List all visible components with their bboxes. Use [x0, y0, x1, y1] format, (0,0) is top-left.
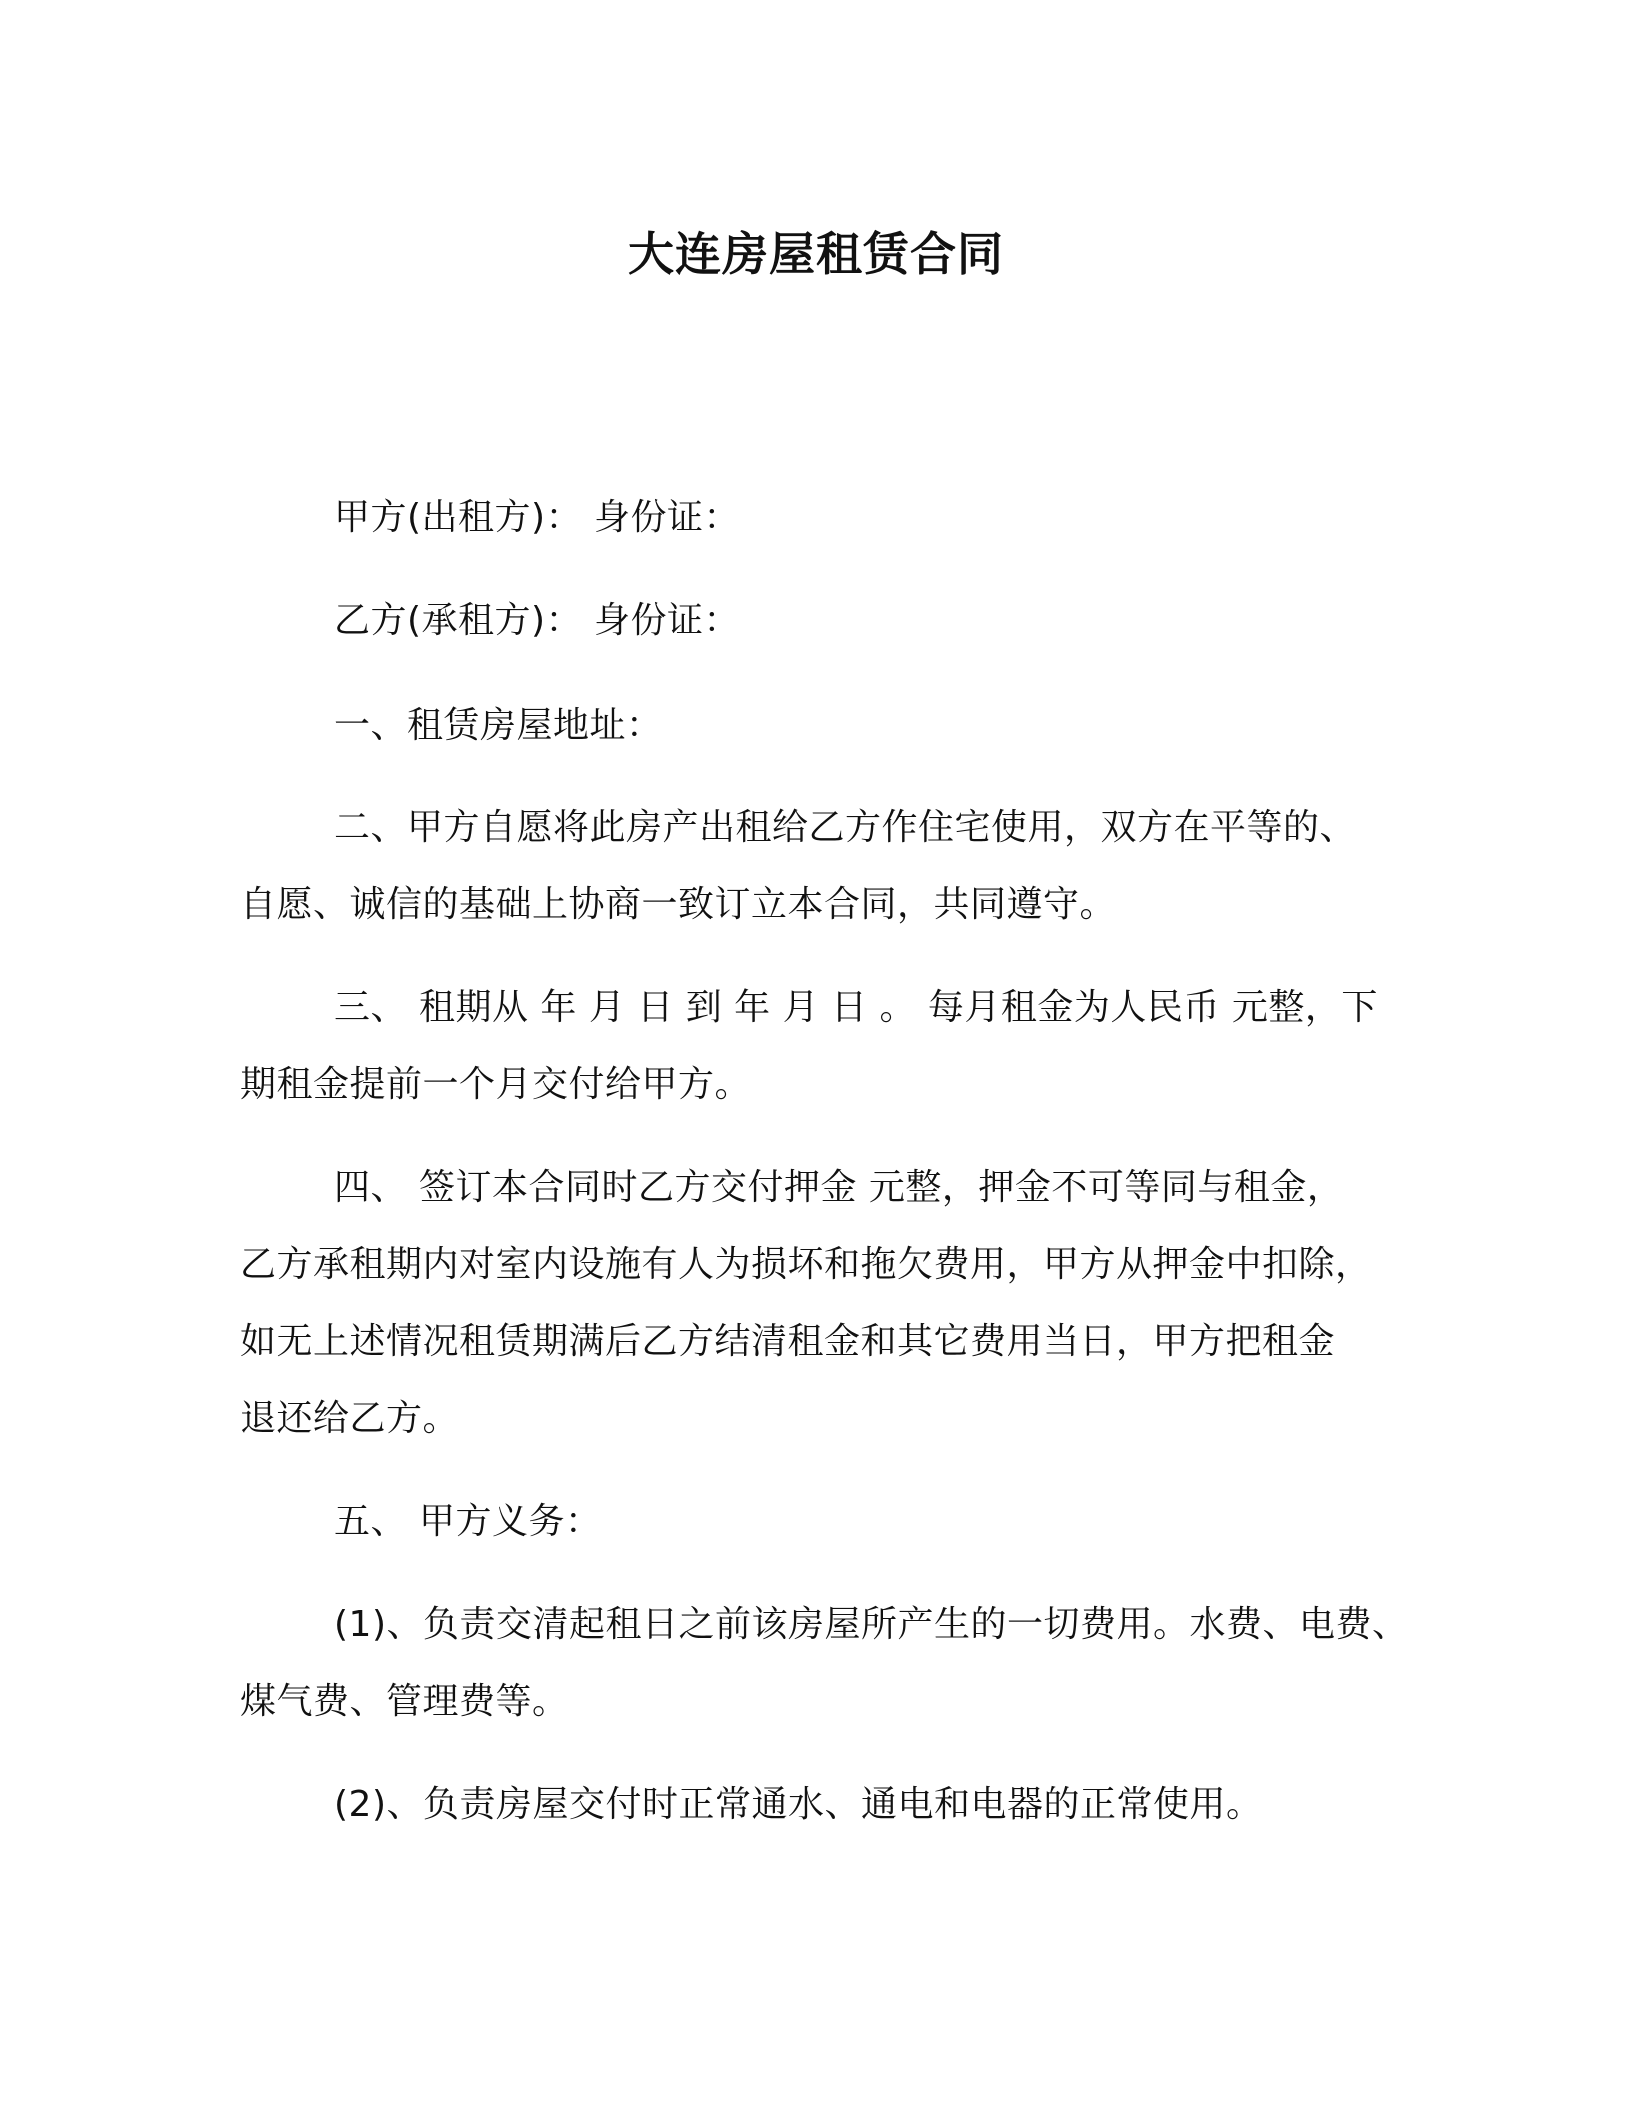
obligation-2-line-1: (2)、负责房屋交付时正常通水、通电和电器的正常使用。 — [334, 1784, 1263, 1825]
clause-3-line-1: 三、 租期从 年 月 日 到 年 月 日 。 每月租金为人民币 元整，下 — [334, 987, 1378, 1028]
party-a-line: 甲方(出租方)： 身份证： — [334, 497, 741, 538]
clause-4-line-1: 四、 签订本合同时乙方交付押金 元整，押金不可等同与租金， — [334, 1167, 1344, 1208]
party-b-line: 乙方(承租方)： 身份证： — [334, 600, 741, 641]
clause-4-line-4: 退还给乙方。 — [240, 1398, 460, 1439]
clause-3-line-2: 期租金提前一个月交付给甲方。 — [240, 1064, 752, 1105]
clause-4-line-2: 乙方承租期内对室内设施有人为损坏和拖欠费用，甲方从押金中扣除， — [240, 1244, 1372, 1285]
obligation-1-line-1: (1)、负责交清起租日之前该房屋所产生的一切费用。水费、电费、 — [334, 1604, 1409, 1645]
obligation-1-line-2: 煤气费、管理费等。 — [240, 1681, 569, 1722]
clause-1-address: 一、租赁房屋地址： — [334, 705, 663, 746]
clause-4-line-3: 如无上述情况租赁期满后乙方结清租金和其它费用当日，甲方把租金 — [240, 1321, 1336, 1362]
clause-2-line-1: 二、甲方自愿将此房产出租给乙方作住宅使用，双方在平等的、 — [334, 807, 1357, 848]
clause-5-heading: 五、 甲方义务： — [334, 1501, 602, 1542]
document-title: 大连房屋租赁合同 — [628, 227, 1004, 281]
clause-2-line-2: 自愿、诚信的基础上协商一致订立本合同，共同遵守。 — [240, 884, 1117, 925]
